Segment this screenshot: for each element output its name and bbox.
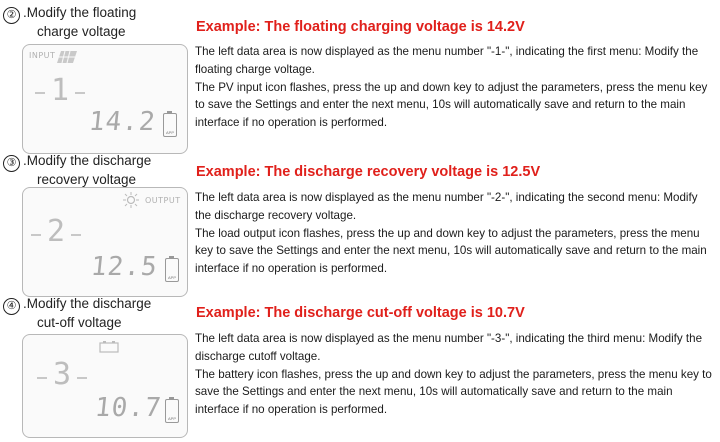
heading-line2: cut-off voltage [37, 315, 122, 330]
section-number: ④ [3, 298, 20, 315]
heading-line1: .Modify the floating [23, 5, 137, 20]
battery-icon [99, 341, 119, 353]
paragraph: The left data area is now displayed as the menu number "-2-", indicating the second menu: Modify the discharge recovery voltage. [195, 191, 698, 222]
menu-left-dash [35, 92, 45, 94]
lcd-display [22, 334, 188, 438]
example-title: Example: The discharge recovery voltage is 12.5V [196, 164, 541, 180]
voltage-value: 12.5 [89, 252, 160, 282]
menu-number: 2 [47, 214, 66, 249]
paragraph: The load output icon flashes, press the up and down key to adjust the parameters, press the menu key to save the Settings and enter the next menu, 10s will automatically save and return to the main interface if no operation is performed. [195, 226, 707, 276]
pv-input-label: INPUT [29, 51, 56, 60]
paragraph: The PV input icon flashes, press the up and down key to adjust the parameters, press the menu key to save the Settings and enter the next menu, 10s will automatically save and return to the main interface if no operation is performed. [195, 80, 708, 130]
description [195, 189, 715, 278]
app-label: APP [165, 130, 174, 135]
example-title: Example: The discharge cut-off voltage is 10.7V [196, 305, 525, 321]
solar-panel-icon [57, 49, 79, 65]
section-number: ② [3, 7, 20, 24]
app-phone-icon [165, 258, 179, 282]
lcd-display [22, 44, 188, 154]
menu-left-dash [31, 234, 41, 236]
menu-number: 3 [53, 357, 72, 392]
section-heading [3, 5, 136, 40]
bulb-icon [123, 192, 139, 208]
app-label: APP [167, 416, 176, 421]
paragraph: The battery icon flashes, press the up and down key to adjust the parameters, press the menu key to save the Settings and enter the next menu, 10s will automatically save and return to the main interface if no operation is performed. [195, 367, 712, 417]
menu-number: 1 [51, 73, 70, 108]
voltage-value: 10.7 [93, 393, 164, 423]
menu-right-dash [75, 92, 85, 94]
heading-line2: recovery voltage [37, 172, 137, 187]
menu-left-dash [37, 377, 47, 379]
section-heading [3, 296, 151, 331]
heading-line1: .Modify the discharge [23, 153, 152, 168]
paragraph: The left data area is now displayed as the menu number "-1-", indicating the first menu: Modify the floating charge voltage. [195, 45, 699, 76]
description [195, 330, 715, 419]
heading-line2: charge voltage [37, 24, 126, 39]
app-phone-icon [163, 113, 177, 137]
section-heading [3, 153, 151, 188]
app-label: APP [167, 275, 176, 280]
heading-line1: .Modify the discharge [23, 296, 152, 311]
section-number: ③ [3, 155, 20, 172]
menu-right-dash [71, 234, 81, 236]
voltage-value: 14.2 [87, 107, 158, 137]
description [195, 43, 715, 132]
menu-right-dash [77, 377, 87, 379]
lcd-display [22, 187, 188, 297]
app-phone-icon [165, 399, 179, 423]
paragraph: The left data area is now displayed as the menu number "-3-", indicating the third menu: Modify the discharge cutoff voltage. [195, 332, 703, 363]
output-label: OUTPUT [145, 196, 181, 205]
example-title: Example: The floating charging voltage is 14.2V [196, 19, 525, 35]
